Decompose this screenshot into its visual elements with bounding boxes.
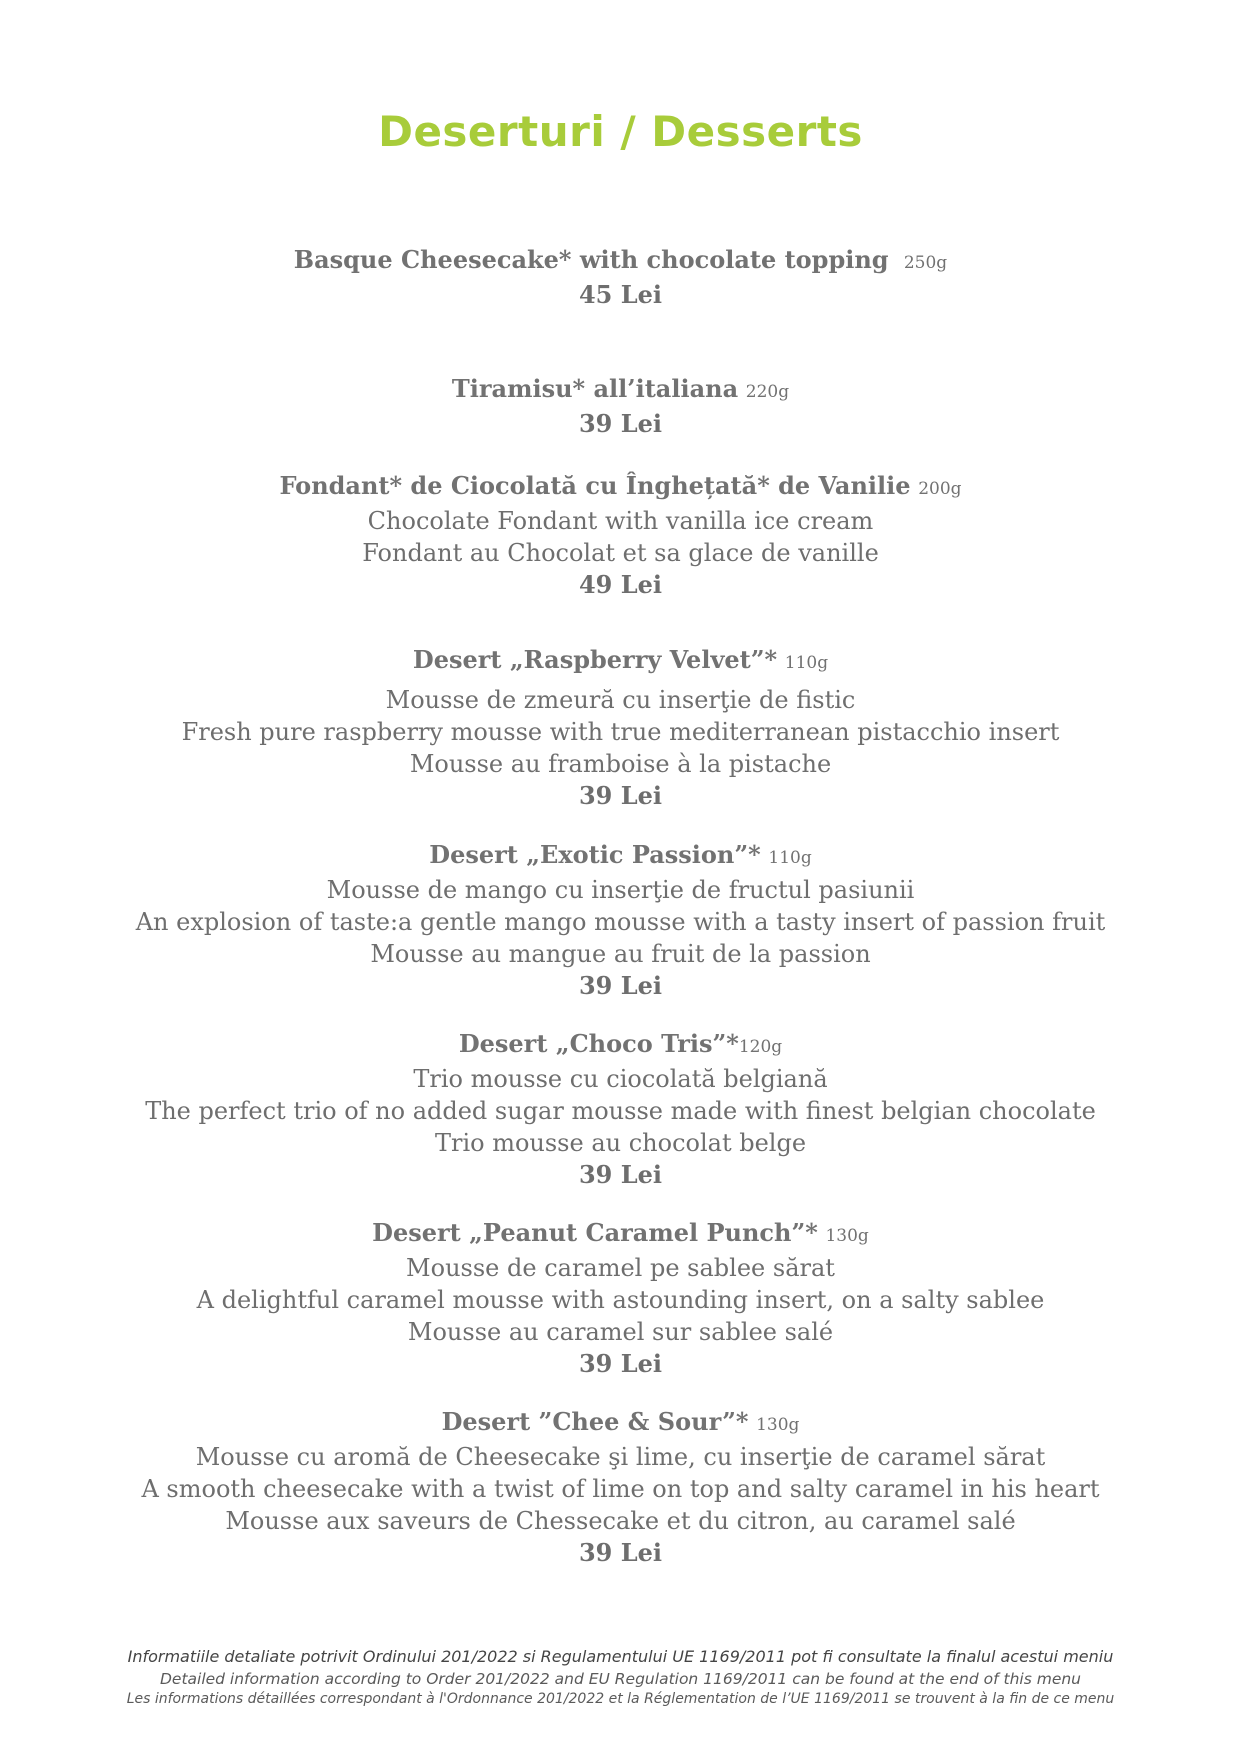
menu-item-name: Desert „Raspberry Velvet”* <box>412 645 778 674</box>
menu-item-heading <box>0 470 1241 505</box>
menu-item-description: Trio mousse cu ciocolată belgiană <box>413 1065 828 1093</box>
menu-item-weight: 220g <box>745 382 790 402</box>
legal-footer <box>0 1646 1241 1709</box>
menu-item-description: The perfect trio of no added sugar mousse made with finest belgian chocolate <box>145 1097 1096 1125</box>
menu-item-description: Mousse au caramel sur sablee salé <box>407 1318 834 1346</box>
menu-item-name: Basque Cheesecake* with chocolate topping <box>293 245 889 274</box>
menu-item <box>0 1406 1241 1569</box>
menu-item-weight: 130g <box>825 1226 869 1246</box>
menu-item-description: An explosion of taste:a gentle mango mousse with a tasty insert of passion fruit <box>135 908 1106 936</box>
menu-item-heading <box>0 644 1241 679</box>
menu-item-price: 45 Lei <box>578 280 662 309</box>
menu-item-weight: 110g <box>768 848 812 868</box>
menu-item <box>0 1028 1241 1191</box>
menu-item-heading <box>0 1028 1241 1063</box>
menu-item-weight: 110g <box>784 653 829 673</box>
menu-item-heading <box>0 373 1241 408</box>
menu-item-description: Mousse de zmeură cu inserţie de fistic <box>385 686 856 714</box>
menu-item-price: 39 Lei <box>578 1160 662 1189</box>
menu-item-description: Chocolate Fondant with vanilla ice cream <box>367 507 874 535</box>
menu-item <box>0 1217 1241 1380</box>
menu-item-weight: 120g <box>738 1037 783 1057</box>
menu-item-description: A smooth cheesecake with a twist of lime on top and salty caramel in his heart <box>141 1475 1100 1503</box>
menu-item-price: 49 Lei <box>578 570 662 599</box>
menu-item <box>0 244 1241 311</box>
menu-item-description: Fresh pure raspberry mousse with true mediterranean pistacchio insert <box>181 718 1060 746</box>
menu-item-description: Mousse au framboise à la pistache <box>409 750 832 778</box>
footer-note-ro: Informatiile detaliate potrivit Ordinului 201/2022 si Regulamentului UE 1169/2011 pot fi consultate la finalul acestui meniu <box>127 1647 1114 1666</box>
menu-item <box>0 373 1241 440</box>
menu-item-heading <box>0 839 1241 874</box>
menu-item-name: Desert „Choco Tris”* <box>458 1029 739 1058</box>
menu-item-weight: 250g <box>903 253 948 273</box>
menu-item-description: Mousse cu aromă de Cheesecake şi lime, cu inserţie de caramel sărat <box>195 1443 1046 1471</box>
menu-item-weight: 200g <box>918 479 962 499</box>
menu-item-price: 39 Lei <box>578 971 662 1000</box>
menu-item-description: Trio mousse au chocolat belge <box>434 1129 807 1157</box>
menu-item-price: 39 Lei <box>578 1538 662 1567</box>
menu-item <box>0 839 1241 1002</box>
menu-item-description: Mousse de caramel pe sablee sărat <box>406 1254 835 1282</box>
menu-item-price: 39 Lei <box>578 1349 662 1378</box>
menu-item-price: 39 Lei <box>578 409 662 438</box>
menu-item-name: Tiramisu* all’italiana <box>451 374 739 403</box>
menu-item-weight: 130g <box>756 1415 800 1435</box>
footer-note-en: Detailed information according to Order 201/2022 and EU Regulation 1169/2011 can be found at the end of this menu <box>159 1670 1082 1688</box>
menu-item-name: Desert ”Chee & Sour”* <box>441 1407 749 1436</box>
menu-item-name: Desert „Exotic Passion”* <box>429 840 761 869</box>
menu-item-name: Desert „Peanut Caramel Punch”* <box>372 1218 818 1247</box>
footer-note-fr: Les informations détaillées correspondant à l'Ordonnance 201/2022 et la Réglementation de l’UE 1169/2011 se trouvent à la fin de ce menu <box>126 1691 1115 1707</box>
menu-item-description: Mousse aux saveurs de Chessecake et du citron, au caramel salé <box>225 1507 1016 1535</box>
menu-item-price: 39 Lei <box>578 781 662 810</box>
menu-item-description: Fondant au Chocolat et sa glace de vanille <box>362 539 879 567</box>
menu-item-name: Fondant* de Ciocolată cu Înghețată* de Vanilie <box>279 471 911 500</box>
menu-item-description: Mousse de mango cu inserţie de fructul pasiunii <box>326 876 915 904</box>
menu-item <box>0 470 1241 601</box>
menu-item-heading <box>0 1406 1241 1441</box>
page-title: Deserturi / Desserts <box>378 107 863 156</box>
menu-item-description: Mousse au mangue au fruit de la passion <box>370 940 871 968</box>
menu-item-heading <box>0 1217 1241 1252</box>
menu-item-description: A delightful caramel mousse with astounding insert, on a salty sablee <box>196 1286 1045 1314</box>
menu-item <box>0 644 1241 812</box>
menu-item-heading <box>0 244 1241 279</box>
